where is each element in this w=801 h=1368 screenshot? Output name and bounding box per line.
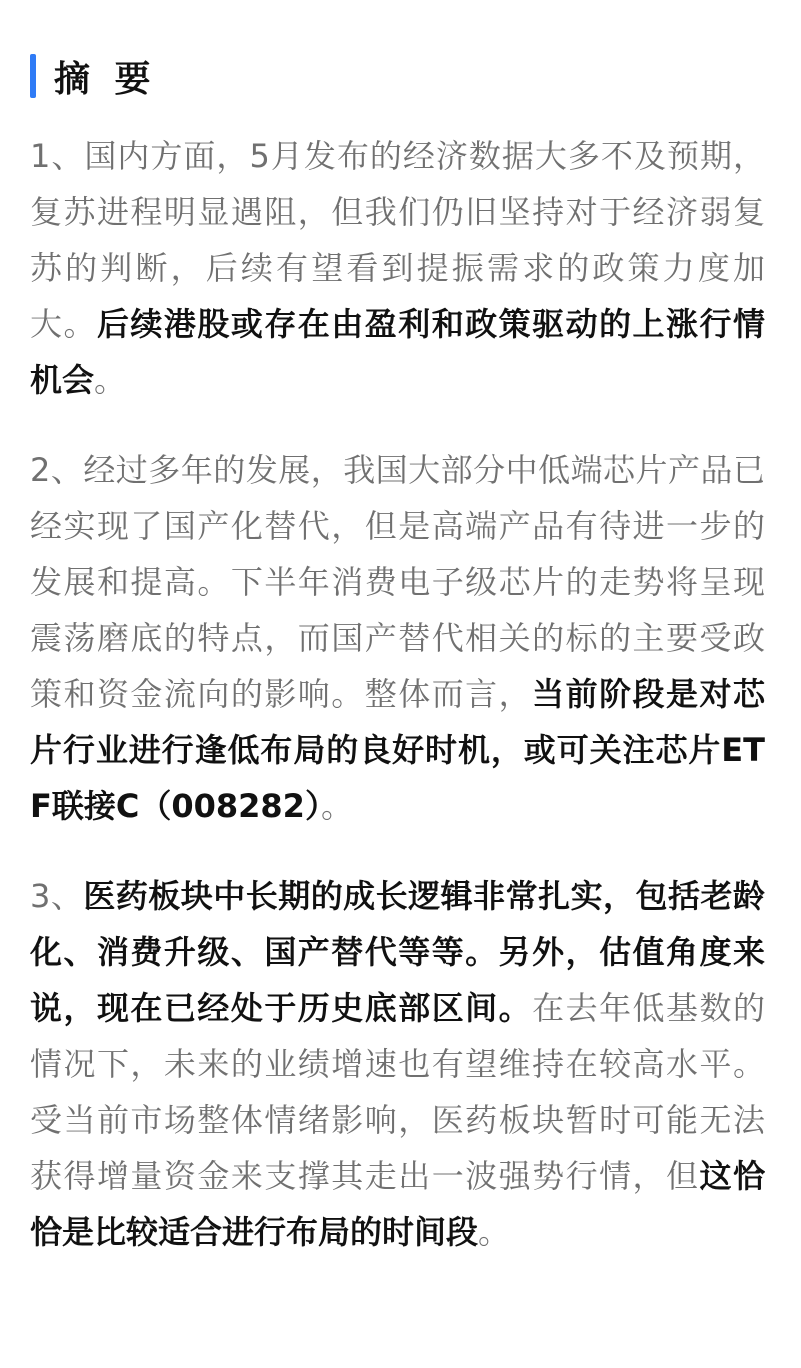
paragraph-3-text: 在去年低基数的情况下，未来的业绩增速也有望维持在较高水平。受当前市场整体情绪影响，医药板块暂时可能无法获得增量资金来支撑其走出一波强势行情，但 xyxy=(30,989,765,1195)
paragraph-3-lead: 3、 xyxy=(30,877,84,915)
paragraph-3-highlight-2: 这恰恰是比较适合进行布局的时间段 xyxy=(30,1157,765,1251)
paragraph-3-highlight-1: 医药板块中长期的成长逻辑非常扎实，包括老龄化、消费升级、国产替代等等。另外，估值角度来说，现在已经处于历史底部区间。 xyxy=(30,877,765,1027)
section-title: 摘 要 xyxy=(54,58,157,100)
paragraph-3 xyxy=(30,868,765,1260)
accent-bar xyxy=(30,54,36,98)
paragraph-1-text: 1、国内方面，5月发布的经济数据大多不及预期，复苏进程明显遇阻，但我们仍旧坚持对于经济弱复苏的判断，后续有望看到提振需求的政策力度加大。 xyxy=(30,137,765,343)
paragraph-1-highlight: 后续港股或存在由盈利和政策驱动的上涨行情机会 xyxy=(30,305,765,399)
paragraph-3-tail: 。 xyxy=(478,1213,511,1251)
paragraph-1 xyxy=(30,128,765,408)
paragraph-2-text: 2、经过多年的发展，我国大部分中低端芯片产品已经实现了国产化替代，但是高端产品有待进一步的发展和提高。下半年消费电子级芯片的走势将呈现震荡磨底的特点，而国产替代相关的标的主要受政策和资金流向的影响。整体而言， xyxy=(30,451,765,713)
paragraph-1-tail: 。 xyxy=(94,361,127,399)
section-header xyxy=(30,50,765,102)
paragraph-2-highlight: 当前阶段是对芯片行业进行逢低布局的良好时机，或可关注芯片ETF联接C（008282） xyxy=(30,675,765,825)
paragraph-2 xyxy=(30,442,765,834)
paragraph-2-tail: 。 xyxy=(320,787,353,825)
